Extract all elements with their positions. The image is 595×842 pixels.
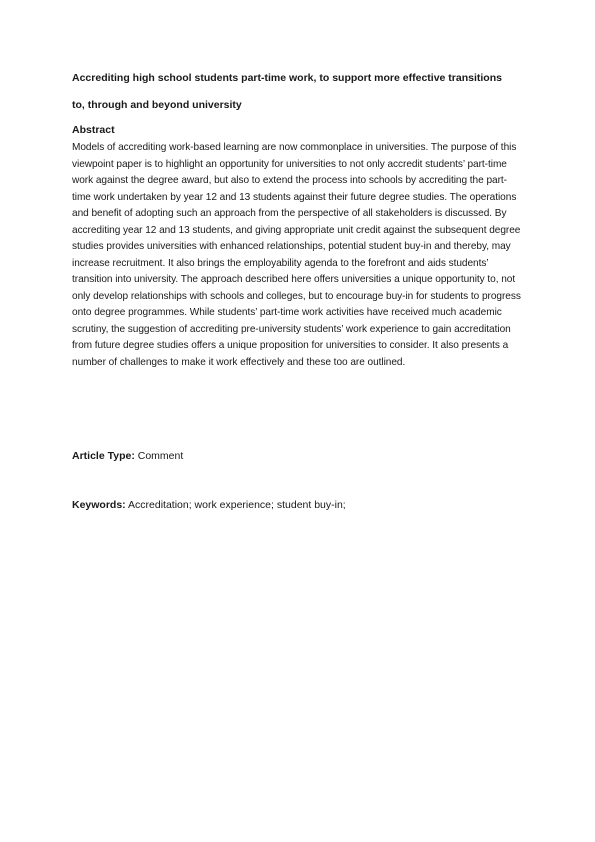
keywords-label: Keywords: xyxy=(72,499,126,511)
paper-title-line-1: Accrediting high school students part-time work, to support more effective transitions xyxy=(72,72,502,84)
keywords-value: Accreditation; work experience; student buy-in; xyxy=(125,499,346,511)
article-type xyxy=(72,448,183,464)
abstract-heading: Abstract xyxy=(72,124,115,136)
document-content xyxy=(72,68,524,371)
abstract-body: Models of accrediting work-based learning are now commonplace in universities. The purpose of this viewpoint paper is to highlight an opportunity for universities to not only accredit students’ part-time work against the degree award, but also to extend the process into schools by accrediting the part-time work undertaken by year 12 and 13 students against their future degree studies. The operations and benefit of adopting such an approach from the perspective of all stakeholders is discussed. By accrediting year 12 and 13 students, and giving appropriate unit credit against the subsequent degree studies provides universities with enhanced relationships, potential student buy-in and thereby, may increase recruitment. It also brings the employability agenda to the forefront and aids students’ transition into university. The approach described here offers universities a unique opportunity to, not only develop relationships with schools and colleges, but to encourage buy-in for students to progress onto degree programmes. While students’ part-time work activities have received much academic scrutiny, the suggestion of accrediting pre-university students’ work experience to gain accreditation from future degree studies offers a unique proposition for universities to consider. It also presents a number of challenges to make it work effectively and these too are outlined. xyxy=(72,142,521,368)
article-type-value: Comment xyxy=(134,450,184,462)
keywords xyxy=(72,497,346,513)
article-type-label: Article Type: xyxy=(72,450,135,462)
paper-title-line-2: to, through and beyond university xyxy=(72,99,242,111)
